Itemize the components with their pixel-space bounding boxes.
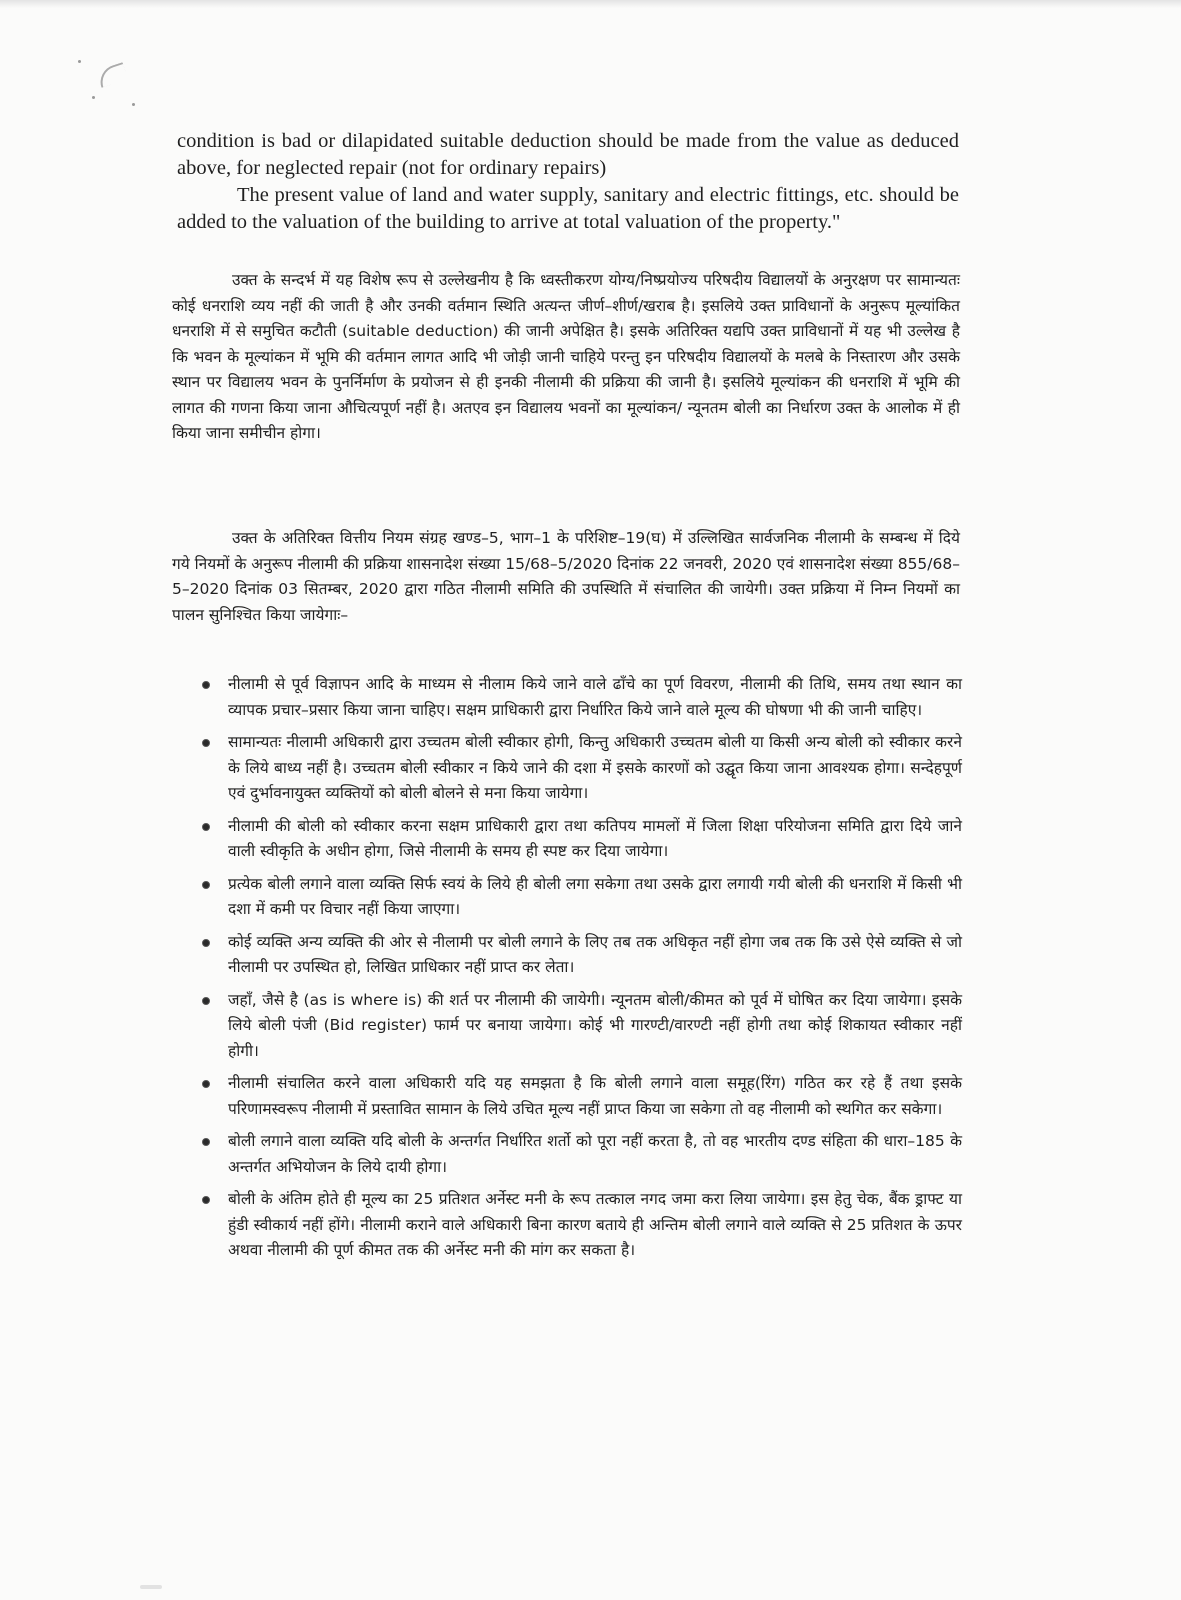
bullet-icon [202, 1138, 210, 1146]
scan-artifact-dot [132, 103, 135, 106]
list-item [172, 1187, 962, 1264]
list-item [172, 988, 962, 1065]
rule-text: प्रत्येक बोली लगाने वाला व्यक्ति सिर्फ स्वयं के लिये ही बोली लगा सकेगा तथा उसके द्वारा लगायी गयी बोली की धनराशि में किसी भी दशा में कमी पर विचार नहीं किया जाएगा। [228, 874, 962, 918]
rule-text: सामान्यतः नीलामी अधिकारी द्वारा उच्चतम बोली स्वीकार होगी, किन्तु अधिकारी उच्चतम बोली या किसी अन्य बोली को स्वीकार करने के लिये बाध्य नहीं है। उच्चतम बोली स्वीकार न किये जाने की दशा में इसके कारणों को उद्घृत किया जाना आवश्यक होगा। सन्देहपूर्ण एवं दुर्भावनायुक्त व्यक्तियों को बोली बोलने से मना किया जायेगा। [228, 733, 962, 802]
list-item [172, 730, 962, 807]
rule-text: नीलामी की बोली को स्वीकार करना सक्षम प्राधिकारी द्वारा तथा कतिपय मामलों में जिला शिक्षा परियोजना समिति द्वारा दिये जाने वाली स्वीकृति के अधीन होगा, जिसे नीलामी के समय ही स्पष्ट कर दिया जायेगा। [228, 816, 962, 860]
rule-text: बोली लगाने वाला व्यक्ति यदि बोली के अन्तर्गत निर्धारित शर्तो को पूरा नहीं करता है, तो वह भारतीय दण्ड संहिता की धारा–185 के अन्तर्गत अभियोजन के लिये दायी होगा। [228, 1132, 962, 1176]
english-paragraph: The present value of land and water supply, sanitary and electric fittings, etc. should be added to the valuation of the building to arrive at total valuation of the property." [177, 184, 959, 233]
list-item [172, 930, 962, 981]
english-paragraph: condition is bad or dilapidated suitable deduction should be made from the value as deduced above, for neglected repair (not for ordinary repairs) [177, 130, 959, 179]
bullet-icon [202, 997, 210, 1005]
rule-text: नीलामी से पूर्व विज्ञापन आदि के माध्यम से नीलाम किये जाने वाले ढाँचे का पूर्ण विवरण, नीलामी की तिथि, समय तथा स्थान का व्यापक प्रचार–प्रसार किया जाना चाहिए। सक्षम प्राधिकारी द्वारा निर्धारित किये जाने वाले मूल्य की घोषणा भी की जानी चाहिए। [228, 675, 962, 719]
bullet-icon [202, 939, 210, 947]
rule-text: जहाँ, जैसे है (as is where is) की शर्त पर नीलामी की जायेगी। न्यूनतम बोली/कीमत को पूर्व में घोषित कर दिया जायेगा। इसके लिये बोली पंजी (Bid register) फार्म पर बनाया जायेगा। कोई भी गारण्टी/वारण्टी नहीं होगी तथा कोई शिकायत स्वीकार नहीं होगी। [228, 990, 962, 1060]
list-item [172, 1129, 962, 1180]
list-item [172, 872, 962, 923]
bullet-icon [202, 681, 210, 689]
bullet-icon [202, 881, 210, 889]
scan-artifact-dot [78, 60, 81, 63]
list-item [172, 1071, 962, 1122]
scan-top-edge [0, 0, 1181, 8]
bullet-icon [202, 1080, 210, 1088]
hindi-paragraph-valuation: उक्त के सन्दर्भ में यह विशेष रूप से उल्लेखनीय है कि ध्वस्तीकरण योग्य/निष्प्रयोज्य परिषदीय विद्यालयों के अनुरक्षण पर सामान्यतः कोई धनराशि व्यय नहीं की जाती है और उनकी वर्तमान स्थिति अत्यन्त जीर्ण–शीर्ण/खराब है। इसलिये उक्त प्राविधानों के अनुरूप मूल्यांकित धनराशि में से समुचित कटौती (suitable deduction) की जानी अपेक्षित है। इसके अतिरिक्त यद्यपि उक्त प्राविधानों में यह भी उल्लेख है कि भवन के मूल्यांकन में भूमि की वर्तमान लागत आदि भी जोड़ी जानी चाहिये परन्तु इन परिषदीय विद्यालयों के मलबे के निस्तारण और उसके स्थान पर विद्यालय भवन के पुनर्निर्माण के प्रयोजन से ही इनकी नीलामी की प्रक्रिया की जानी है। इसलिये मूल्यांकन की धनराशि में भूमि की लागत की गणना किया जाना औचित्यपूर्ण नहीं है। अतएव इन विद्यालय भवनों का मूल्यांकन/ न्यूनतम बोली का निर्धारण उक्त के आलोक में ही किया जाना समीचीन होगा। [172, 271, 960, 442]
hindi-paragraph-auction-process: उक्त के अतिरिक्त वित्तीय नियम संग्रह खण्ड–5, भाग–1 के परिशिष्ट–19(घ) में उल्लिखित सार्वजनिक नीलामी के सम्बन्ध में दिये गये नियमों के अनुरूप नीलामी की प्रक्रिया शासनादेश संख्या 15/68–5/2020 दिनांक 22 जनवरी, 2020 एवं शासनादेश संख्या 855/68–5–2020 दिनांक 03 सितम्बर, 2020 द्वारा गठित नीलामी समिति की उपस्थिति में संचालित की जायेगी। उक्त प्रक्रिया में निम्न नियमों का पालन सुनिश्चित किया जायेगाः– [172, 529, 960, 624]
rule-text: कोई व्यक्ति अन्य व्यक्ति की ओर से नीलामी पर बोली लगाने के लिए तब तक अधिकृत नहीं होगा जब तक कि उसे ऐसे व्यक्ति से जो नीलामी पर उपस्थित हो, लिखित प्राधिकार नहीं प्राप्त कर लेता। [228, 932, 962, 976]
scan-artifact-bottom [140, 1585, 162, 1589]
scan-artifact-mark [96, 62, 128, 88]
english-quote-block [177, 128, 959, 236]
bullet-icon [202, 1196, 210, 1204]
bullet-icon [202, 739, 210, 747]
list-item [172, 672, 962, 723]
list-item [172, 814, 962, 865]
auction-rules-list [172, 672, 962, 1271]
rule-text: नीलामी संचालित करने वाला अधिकारी यदि यह समझता है कि बोली लगाने वाला समूह(रिंग) गठित कर रहे हैं तथा इसके परिणामस्वरूप नीलामी में प्रस्तावित सामान के लिये उचित मूल्य नहीं प्राप्त किया जा सकेगा तो वह नीलामी को स्थगित कर सकेगा। [228, 1074, 962, 1118]
bullet-icon [202, 823, 210, 831]
rule-text: बोली के अंतिम होते ही मूल्य का 25 प्रतिशत अर्नेस्ट मनी के रूप तत्काल नगद जमा करा लिया जायेगा। इस हेतु चेक, बैंक ड्राफ्ट या हुंडी स्वीकार्य नहीं होंगे। नीलामी कराने वाले अधिकारी बिना कारण बताये ही अन्तिम बोली लगाने वाले व्यक्ति से 25 प्रतिशत के ऊपर अथवा नीलामी की पूर्ण कीमत तक की अर्नेस्ट मनी की मांग कर सकता है। [228, 1190, 963, 1259]
scan-artifact-dot [92, 96, 95, 99]
